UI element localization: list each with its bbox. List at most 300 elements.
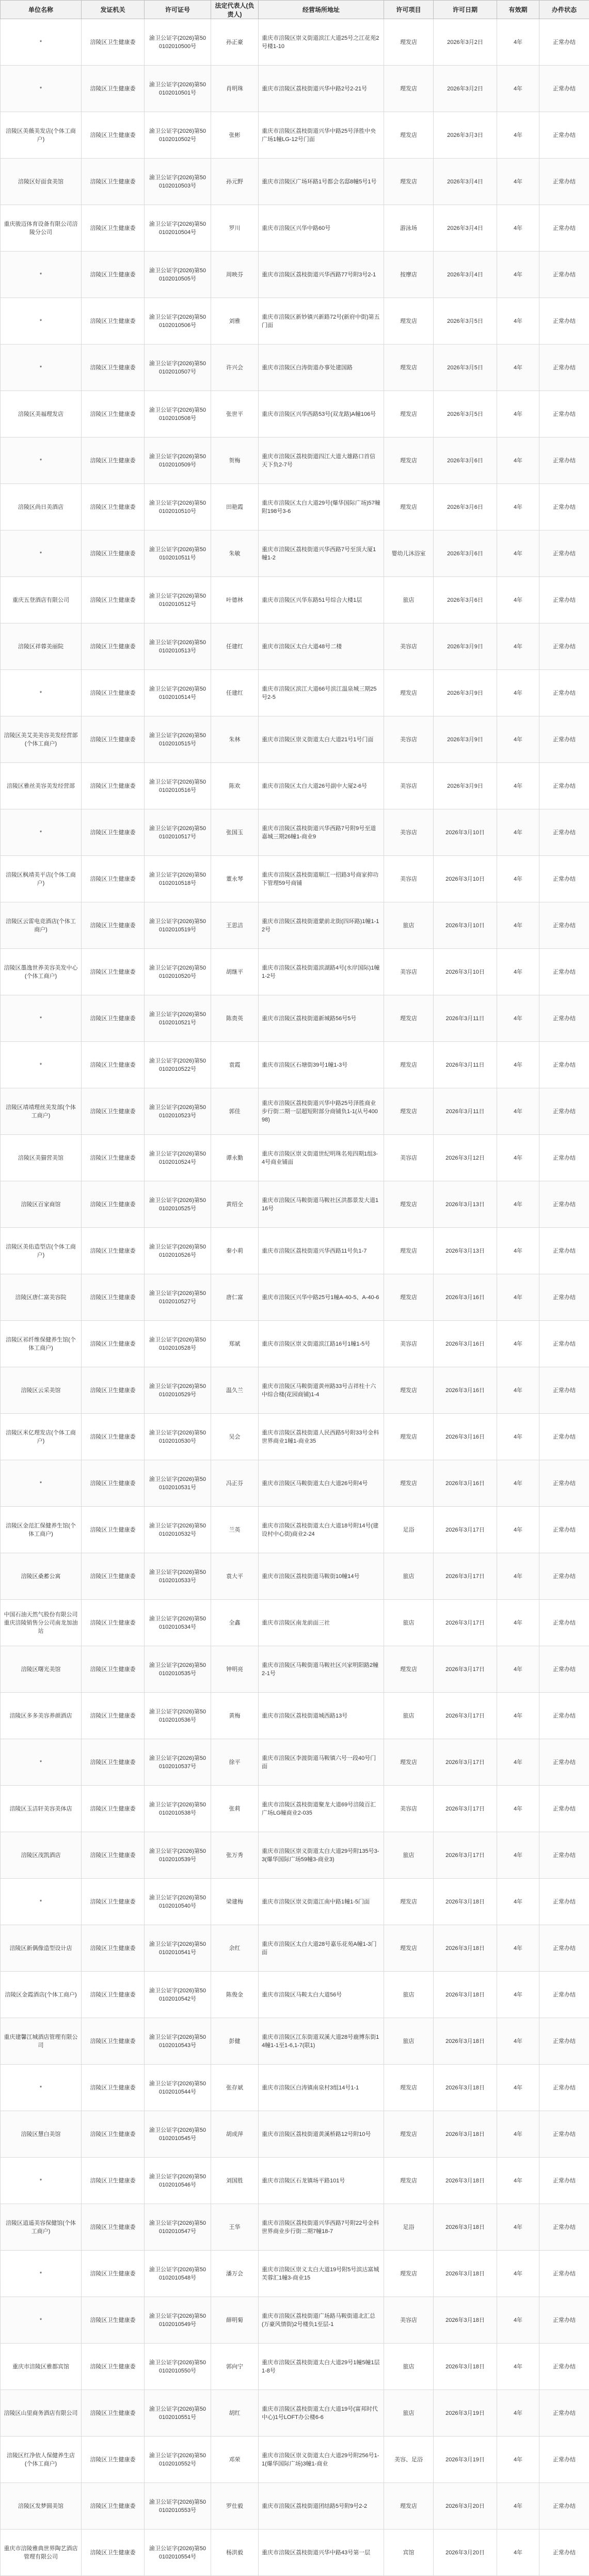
cell-permit-item: 旅店 (384, 2018, 434, 2065)
cell-business-address: 重庆市涪陵区荔枝街道团结路5号附9号2-2 (259, 2483, 384, 2530)
cell-permit-date: 2026年3月6日 (434, 577, 497, 623)
cell-status: 正常办结 (539, 1879, 589, 1925)
cell-business-address: 重庆市涪陵区崇义街道太白大道29号附256号1-1(爆华国际广场)3幢1-商业 (259, 2437, 384, 2483)
cell-legal-representative: 任建红 (211, 670, 259, 716)
cell-unit-name: 涪陵区玉洁轩美容美体店 (1, 1786, 82, 1832)
cell-issuing-authority: 涪陵区卫生健康委 (82, 66, 145, 112)
cell-permit-number: 渝卫公证字(2026)第500102010514号 (145, 670, 211, 716)
cell-business-address: 重庆市涪陵区太白大道26号副中大厦2-6号 (259, 763, 384, 809)
cell-issuing-authority: 涪陵区卫生健康委 (82, 1228, 145, 1274)
cell-issuing-authority: 涪陵区卫生健康委 (82, 484, 145, 530)
cell-permit-number: 渝卫公证字(2026)第500102010512号 (145, 577, 211, 623)
cell-business-address: 重庆市涪陵区荔枝街道兴华中路25号泽胜商业步行街二期一层超短附部分商铺负1-1(从号40098) (259, 1088, 384, 1135)
cell-issuing-authority: 涪陵区卫生健康委 (82, 1042, 145, 1088)
cell-permit-date: 2026年3月16日 (434, 1321, 497, 1367)
cell-status: 正常办结 (539, 2111, 589, 2158)
cell-status: 正常办结 (539, 1553, 589, 1600)
cell-permit-date: 2026年3月20日 (434, 2483, 497, 2530)
cell-unit-name: 涪陵区红净依人保健养生店(个体工商户) (1, 2437, 82, 2483)
cell-status: 正常办结 (539, 2344, 589, 2390)
cell-status: 正常办结 (539, 2390, 589, 2437)
cell-status: 正常办结 (539, 1274, 589, 1321)
cell-permit-number: 渝卫公证字(2026)第500102010507号 (145, 345, 211, 391)
cell-business-address: 重庆市涪陵区荔枝街道兴华西路7号附22号金科世界商业步行街二期7幢18-7 (259, 2204, 384, 2251)
cell-permit-date: 2026年3月5日 (434, 345, 497, 391)
cell-legal-representative: 袁大平 (211, 1553, 259, 1600)
cell-permit-number: 渝卫公证字(2026)第500102010530号 (145, 1414, 211, 1460)
cell-legal-representative: 张世平 (211, 391, 259, 438)
cell-permit-number: 渝卫公证字(2026)第500102010533号 (145, 1553, 211, 1600)
cell-business-address: 重庆市涪陵区荔枝街道兴华西路7号附9号至道嘉城三期26幢1-商业9 (259, 809, 384, 856)
cell-validity: 4年 (497, 2251, 539, 2297)
cell-permit-number: 渝卫公证字(2026)第500102010553号 (145, 2483, 211, 2530)
cell-validity: 4年 (497, 1739, 539, 1786)
cell-legal-representative: 胡继平 (211, 949, 259, 995)
cell-issuing-authority: 涪陵区卫生健康委 (82, 1739, 145, 1786)
cell-permit-item: 旅店 (384, 1553, 434, 1600)
cell-validity: 4年 (497, 2297, 539, 2344)
cell-issuing-authority: 涪陵区卫生健康委 (82, 2530, 145, 2576)
cell-permit-date: 2026年3月13日 (434, 1181, 497, 1228)
cell-status: 正常办结 (539, 2297, 589, 2344)
table-row (1, 2390, 589, 2437)
table-row (1, 66, 589, 112)
table-row (1, 1460, 589, 1507)
cell-legal-representative: 田艳霞 (211, 484, 259, 530)
cell-status: 正常办结 (539, 345, 589, 391)
cell-status: 正常办结 (539, 2158, 589, 2204)
cell-legal-representative: 薛明菊 (211, 2297, 259, 2344)
cell-issuing-authority: 涪陵区卫生健康委 (82, 1367, 145, 1414)
table-row (1, 2297, 589, 2344)
cell-validity: 4年 (497, 1600, 539, 1646)
cell-issuing-authority: 涪陵区卫生健康委 (82, 391, 145, 438)
cell-permit-item: 宾馆 (384, 2530, 434, 2576)
table-row (1, 856, 589, 902)
cell-permit-item: 理发店 (384, 1228, 434, 1274)
cell-legal-representative: 张存斌 (211, 2065, 259, 2111)
table-row (1, 1600, 589, 1646)
cell-business-address: 重庆市涪陵区荔枝街道广场路马鞍街道北汇总(万豪风情街)2号楼负1至层-1 (259, 2297, 384, 2344)
table-row (1, 1786, 589, 1832)
cell-legal-representative: 叶德林 (211, 577, 259, 623)
cell-permit-number: 渝卫公证字(2026)第500102010549号 (145, 2297, 211, 2344)
cell-unit-name: 涪陵区云雷电竞酒店(个体工商户) (1, 902, 82, 949)
cell-status: 正常办结 (539, 716, 589, 763)
cell-unit-name: * (1, 2251, 82, 2297)
cell-validity: 4年 (497, 2111, 539, 2158)
cell-permit-date: 2026年3月18日 (434, 2204, 497, 2251)
cell-status: 正常办结 (539, 2530, 589, 2576)
cell-legal-representative: 谭永勤 (211, 1135, 259, 1181)
cell-permit-date: 2026年3月16日 (434, 1367, 497, 1414)
cell-validity: 4年 (497, 995, 539, 1042)
cell-permit-item: 理发店 (384, 159, 434, 205)
cell-permit-date: 2026年3月17日 (434, 1739, 497, 1786)
cell-permit-number: 渝卫公证字(2026)第500102010524号 (145, 1135, 211, 1181)
cell-unit-name: * (1, 1460, 82, 1507)
cell-legal-representative: 唐仁富 (211, 1274, 259, 1321)
cell-unit-name: 涪陵区唐仁富美容院 (1, 1274, 82, 1321)
cell-permit-number: 渝卫公证字(2026)第500102010509号 (145, 438, 211, 484)
cell-status: 正常办结 (539, 1367, 589, 1414)
cell-validity: 4年 (497, 1786, 539, 1832)
cell-business-address: 重庆市涪陵区马鞍街道太白大道26号附4号 (259, 1460, 384, 1507)
cell-status: 正常办结 (539, 1693, 589, 1739)
cell-permit-date: 2026年3月18日 (434, 2158, 497, 2204)
cell-legal-representative: 邓荣 (211, 2437, 259, 2483)
cell-legal-representative: 贺梅 (211, 438, 259, 484)
cell-permit-date: 2026年3月17日 (434, 1693, 497, 1739)
cell-validity: 4年 (497, 2204, 539, 2251)
cell-permit-item: 旅店 (384, 2390, 434, 2437)
cell-status: 正常办结 (539, 1321, 589, 1367)
cell-business-address: 重庆市涪陵区兴华东路51号综合大楼1层 (259, 577, 384, 623)
cell-permit-date: 2026年3月11日 (434, 1042, 497, 1088)
cell-issuing-authority: 涪陵区卫生健康委 (82, 949, 145, 995)
cell-unit-name: * (1, 19, 82, 66)
cell-validity: 4年 (497, 1693, 539, 1739)
cell-validity: 4年 (497, 205, 539, 252)
cell-legal-representative: 朱敏 (211, 530, 259, 577)
cell-permit-item: 足浴 (384, 1507, 434, 1553)
cell-status: 正常办结 (539, 902, 589, 949)
cell-issuing-authority: 涪陵区卫生健康委 (82, 2483, 145, 2530)
cell-unit-name: 涪陵区好面食美馆 (1, 159, 82, 205)
cell-validity: 4年 (497, 2437, 539, 2483)
cell-permit-number: 渝卫公证字(2026)第500102010511号 (145, 530, 211, 577)
cell-validity: 4年 (497, 809, 539, 856)
table-row (1, 763, 589, 809)
cell-legal-representative: 罗川 (211, 205, 259, 252)
cell-legal-representative: 张莉 (211, 1786, 259, 1832)
cell-business-address: 重庆市涪陵区荔枝街道新城路56号5号 (259, 995, 384, 1042)
table-row (1, 484, 589, 530)
cell-unit-name: 涪陵区慧白美馆 (1, 2111, 82, 2158)
cell-permit-number: 渝卫公证字(2026)第500102010528号 (145, 1321, 211, 1367)
cell-issuing-authority: 涪陵区卫生健康委 (82, 902, 145, 949)
cell-validity: 4年 (497, 66, 539, 112)
cell-status: 正常办结 (539, 623, 589, 670)
cell-unit-name: 涪陵区山里商务酒店有限公司 (1, 2390, 82, 2437)
cell-permit-item: 旅店 (384, 2344, 434, 2390)
cell-validity: 4年 (497, 1879, 539, 1925)
cell-unit-name: * (1, 2297, 82, 2344)
cell-issuing-authority: 涪陵区卫生健康委 (82, 995, 145, 1042)
cell-business-address: 重庆市涪陵区荔枝街道聚龙大道69号涪陵百汇广场LG幢商业2-035 (259, 1786, 384, 1832)
cell-business-address: 重庆市涪陵区荔枝街道兴华西路77号附3号2-1 (259, 252, 384, 298)
cell-status: 正常办结 (539, 1646, 589, 1693)
cell-permit-item: 美容店 (384, 1786, 434, 1832)
cell-permit-item: 美容店 (384, 2297, 434, 2344)
cell-permit-number: 渝卫公证字(2026)第500102010513号 (145, 623, 211, 670)
cell-legal-representative: 黄绍全 (211, 1181, 259, 1228)
cell-business-address: 重庆市涪陵区荔枝街道太白大道29号1幢5幢1层1-8号 (259, 2344, 384, 2390)
cell-permit-date: 2026年3月18日 (434, 2251, 497, 2297)
cell-legal-representative: 董永琴 (211, 856, 259, 902)
table-row (1, 1321, 589, 1367)
cell-permit-item: 旅店 (384, 1600, 434, 1646)
cell-legal-representative: 钟明亮 (211, 1646, 259, 1693)
cell-issuing-authority: 涪陵区卫生健康委 (82, 1414, 145, 1460)
cell-status: 正常办结 (539, 1181, 589, 1228)
header-status: 办件状态 (539, 1, 589, 19)
cell-issuing-authority: 涪陵区卫生健康委 (82, 856, 145, 902)
cell-status: 正常办结 (539, 2251, 589, 2297)
table-row (1, 1181, 589, 1228)
cell-validity: 4年 (497, 856, 539, 902)
cell-business-address: 重庆市涪陵区荔枝街道人民西路5号附33号金科世界商业1幢1-商业35 (259, 1414, 384, 1460)
cell-permit-date: 2026年3月2日 (434, 19, 497, 66)
cell-business-address: 重庆市涪陵区新妙镇兴新路72号(新府中街)第五门面 (259, 298, 384, 345)
cell-legal-representative: 孙正豪 (211, 19, 259, 66)
cell-business-address: 重庆市涪陵区荔枝街道兴华西路11号负1-7 (259, 1228, 384, 1274)
cell-issuing-authority: 涪陵区卫生健康委 (82, 716, 145, 763)
header-business-address: 经营场所地址 (259, 1, 384, 19)
cell-issuing-authority: 涪陵区卫生健康委 (82, 670, 145, 716)
cell-permit-item: 旅店 (384, 902, 434, 949)
cell-permit-date: 2026年3月10日 (434, 949, 497, 995)
cell-validity: 4年 (497, 112, 539, 159)
cell-business-address: 重庆市涪陵区马鞍街道马鞍社区洪都景发大道116号 (259, 1181, 384, 1228)
cell-permit-number: 渝卫公证字(2026)第500102010541号 (145, 1925, 211, 1972)
cell-permit-item: 旅店 (384, 1972, 434, 2018)
cell-permit-item: 美容店 (384, 1321, 434, 1367)
cell-business-address: 重庆市涪陵区兴华西路53号(双龙路)A幢106号 (259, 391, 384, 438)
cell-permit-number: 渝卫公证字(2026)第500102010539号 (145, 1832, 211, 1879)
cell-permit-date: 2026年3月17日 (434, 1646, 497, 1693)
cell-validity: 4年 (497, 391, 539, 438)
table-body (1, 19, 589, 2576)
cell-business-address: 重庆市涪陵区崇义太白大道19号附5号滨达富城芙蓉汇1幢3-商业15 (259, 2251, 384, 2297)
cell-permit-item: 美容店 (384, 1135, 434, 1181)
cell-issuing-authority: 涪陵区卫生健康委 (82, 1786, 145, 1832)
table-row (1, 2344, 589, 2390)
cell-issuing-authority: 涪陵区卫生健康委 (82, 19, 145, 66)
cell-business-address: 重庆市涪陵区石塘街39号1幢1-3号 (259, 1042, 384, 1088)
cell-legal-representative: 罗仕毅 (211, 2483, 259, 2530)
table-row (1, 159, 589, 205)
cell-status: 正常办结 (539, 1042, 589, 1088)
cell-permit-date: 2026年3月16日 (434, 1460, 497, 1507)
cell-issuing-authority: 涪陵区卫生健康委 (82, 252, 145, 298)
cell-business-address: 重庆市涪陵区白涛街道办事处建国路 (259, 345, 384, 391)
table-row (1, 438, 589, 484)
cell-validity: 4年 (497, 1181, 539, 1228)
table-row (1, 252, 589, 298)
cell-permit-date: 2026年3月10日 (434, 809, 497, 856)
cell-legal-representative: 杨洪毅 (211, 2530, 259, 2576)
cell-permit-date: 2026年3月10日 (434, 856, 497, 902)
cell-unit-name: * (1, 995, 82, 1042)
cell-issuing-authority: 涪陵区卫生健康委 (82, 1879, 145, 1925)
cell-validity: 4年 (497, 2158, 539, 2204)
cell-issuing-authority: 涪陵区卫生健康委 (82, 1088, 145, 1135)
cell-permit-item: 理发店 (384, 438, 434, 484)
cell-permit-item: 理发店 (384, 391, 434, 438)
cell-unit-name: * (1, 670, 82, 716)
cell-permit-item: 理发店 (384, 298, 434, 345)
cell-unit-name: 涪陵区金霞酒店(个体工商户) (1, 1972, 82, 2018)
cell-permit-date: 2026年3月2日 (434, 66, 497, 112)
cell-permit-number: 渝卫公证字(2026)第500102010551号 (145, 2390, 211, 2437)
cell-legal-representative: 胡红 (211, 2390, 259, 2437)
cell-business-address: 重庆市涪陵区太白大道29号(爆华国际广场)57幢附198号3-6 (259, 484, 384, 530)
cell-permit-item: 理发店 (384, 1460, 434, 1507)
cell-validity: 4年 (497, 1367, 539, 1414)
cell-issuing-authority: 涪陵区卫生健康委 (82, 1600, 145, 1646)
table-row (1, 2111, 589, 2158)
cell-business-address: 重庆市涪陵区荔枝街道太白大道18号附14号(建设村中心街)商业2-24 (259, 1507, 384, 1553)
cell-business-address: 重庆市涪陵区马鞍街道黄州路33号吉祥柱十六中综合楼(花园商铺)1-4 (259, 1367, 384, 1414)
cell-permit-number: 渝卫公证字(2026)第500102010527号 (145, 1274, 211, 1321)
cell-validity: 4年 (497, 623, 539, 670)
cell-permit-item: 理发店 (384, 995, 434, 1042)
cell-issuing-authority: 涪陵区卫生健康委 (82, 1832, 145, 1879)
cell-permit-date: 2026年3月4日 (434, 252, 497, 298)
cell-permit-number: 渝卫公证字(2026)第500102010534号 (145, 1600, 211, 1646)
cell-issuing-authority: 涪陵区卫生健康委 (82, 763, 145, 809)
cell-permit-item: 理发店 (384, 670, 434, 716)
cell-permit-number: 渝卫公证字(2026)第500102010546号 (145, 2158, 211, 2204)
cell-unit-name: 涪陵区雅丝美容美发经营部 (1, 763, 82, 809)
cell-permit-number: 渝卫公证字(2026)第500102010544号 (145, 2065, 211, 2111)
cell-permit-date: 2026年3月17日 (434, 1507, 497, 1553)
header-row (1, 1, 589, 19)
cell-legal-representative: 郭向宁 (211, 2344, 259, 2390)
cell-permit-item: 理发店 (384, 345, 434, 391)
table-row (1, 112, 589, 159)
cell-validity: 4年 (497, 1088, 539, 1135)
cell-business-address: 重庆市涪陵区江东街道双溪大道28号鹿博东街14幢1-1至1-6,1-7(联1) (259, 2018, 384, 2065)
header-legal-representative: 法定代表人(负责人) (211, 1, 259, 19)
cell-issuing-authority: 涪陵区卫生健康委 (82, 809, 145, 856)
cell-permit-item: 理发店 (384, 2158, 434, 2204)
cell-unit-name: 重庆骏迈体育设备有限公司涪陵分公司 (1, 205, 82, 252)
cell-status: 正常办结 (539, 1460, 589, 1507)
cell-permit-date: 2026年3月19日 (434, 2437, 497, 2483)
cell-permit-item: 理发店 (384, 1879, 434, 1925)
cell-business-address: 重庆市涪陵区荔枝街道兴华中路43号第一层 (259, 2530, 384, 2576)
cell-permit-date: 2026年3月3日 (434, 112, 497, 159)
cell-unit-name: 涪陵区发梦圆美馆 (1, 2483, 82, 2530)
cell-legal-representative: 张万秀 (211, 1832, 259, 1879)
cell-legal-representative: 全鑫 (211, 1600, 259, 1646)
cell-legal-representative: 吴会 (211, 1414, 259, 1460)
cell-unit-name: * (1, 1739, 82, 1786)
table-row (1, 345, 589, 391)
cell-legal-representative: 陈欢 (211, 763, 259, 809)
cell-permit-item: 理发店 (384, 66, 434, 112)
cell-validity: 4年 (497, 2018, 539, 2065)
cell-unit-name: * (1, 2158, 82, 2204)
cell-legal-representative: 肖明珠 (211, 66, 259, 112)
cell-status: 正常办结 (539, 949, 589, 995)
header-permit-item: 许可项目 (384, 1, 434, 19)
cell-issuing-authority: 涪陵区卫生健康委 (82, 2158, 145, 2204)
cell-permit-number: 渝卫公证字(2026)第500102010552号 (145, 2437, 211, 2483)
cell-status: 正常办结 (539, 252, 589, 298)
cell-status: 正常办结 (539, 530, 589, 577)
cell-permit-item: 旅店 (384, 577, 434, 623)
cell-unit-name: 涪陵区桑蓄公寓 (1, 1553, 82, 1600)
table-row (1, 716, 589, 763)
header-permit-number: 许可证号 (145, 1, 211, 19)
cell-unit-name: 重庆五登酒店有限公司 (1, 577, 82, 623)
table-row (1, 2530, 589, 2576)
cell-permit-item: 理发店 (384, 1367, 434, 1414)
cell-validity: 4年 (497, 949, 539, 995)
cell-permit-number: 渝卫公证字(2026)第500102010516号 (145, 763, 211, 809)
cell-validity: 4年 (497, 2530, 539, 2576)
cell-issuing-authority: 涪陵区卫生健康委 (82, 1925, 145, 1972)
cell-permit-date: 2026年3月9日 (434, 763, 497, 809)
cell-permit-number: 渝卫公证字(2026)第500102010517号 (145, 809, 211, 856)
cell-unit-name: 涪陵区百家商馆 (1, 1181, 82, 1228)
cell-permit-item: 理发店 (384, 1274, 434, 1321)
cell-legal-representative: 梁建梅 (211, 1879, 259, 1925)
cell-business-address: 重庆市涪陵区荔枝街道太白大道19号(富邦时代中心)1号LOFT办公楼6-6 (259, 2390, 384, 2437)
cell-status: 正常办结 (539, 1507, 589, 1553)
cell-status: 正常办结 (539, 2437, 589, 2483)
cell-permit-date: 2026年3月18日 (434, 2018, 497, 2065)
cell-validity: 4年 (497, 2344, 539, 2390)
cell-status: 正常办结 (539, 995, 589, 1042)
cell-permit-number: 渝卫公证字(2026)第500102010523号 (145, 1088, 211, 1135)
cell-unit-name: * (1, 66, 82, 112)
table-row (1, 2251, 589, 2297)
table-row (1, 1088, 589, 1135)
cell-status: 正常办结 (539, 391, 589, 438)
table-row (1, 1693, 589, 1739)
cell-permit-item: 理发店 (384, 2483, 434, 2530)
cell-validity: 4年 (497, 298, 539, 345)
cell-business-address: 重庆市涪陵区崇义街道滨江大道25号之江花苑2号楼1-10 (259, 19, 384, 66)
cell-unit-name: 涪陵区美艾美美容美发经营部(个体工商户) (1, 716, 82, 763)
cell-validity: 4年 (497, 252, 539, 298)
cell-status: 正常办结 (539, 577, 589, 623)
cell-business-address: 重庆市涪陵区石龙镇场平路101号 (259, 2158, 384, 2204)
cell-status: 正常办结 (539, 2065, 589, 2111)
cell-permit-number: 渝卫公证字(2026)第500102010501号 (145, 66, 211, 112)
cell-unit-name: * (1, 1042, 82, 1088)
cell-validity: 4年 (497, 1321, 539, 1367)
cell-unit-name: * (1, 2065, 82, 2111)
cell-issuing-authority: 涪陵区卫生健康委 (82, 438, 145, 484)
cell-permit-number: 渝卫公证字(2026)第500102010515号 (145, 716, 211, 763)
cell-permit-date: 2026年3月17日 (434, 1832, 497, 1879)
cell-permit-item: 理发店 (384, 1646, 434, 1693)
table-row (1, 1553, 589, 1600)
cell-issuing-authority: 涪陵区卫生健康委 (82, 1693, 145, 1739)
cell-unit-name: 重庆市涪陵雅典世界陶艺酒店管理有限公司 (1, 2530, 82, 2576)
cell-permit-number: 渝卫公证字(2026)第500102010519号 (145, 902, 211, 949)
cell-permit-date: 2026年3月18日 (434, 1972, 497, 2018)
cell-legal-representative: 温久兰 (211, 1367, 259, 1414)
cell-legal-representative: 周映芬 (211, 252, 259, 298)
cell-permit-item: 美容店 (384, 623, 434, 670)
cell-unit-name: * (1, 530, 82, 577)
cell-permit-item: 理发店 (384, 2065, 434, 2111)
cell-permit-date: 2026年3月17日 (434, 1786, 497, 1832)
cell-business-address: 重庆市涪陵区太白大道48号二楼 (259, 623, 384, 670)
cell-unit-name: 涪陵区米亿理发店(个体工商户) (1, 1414, 82, 1460)
cell-permit-number: 渝卫公证字(2026)第500102010510号 (145, 484, 211, 530)
cell-permit-date: 2026年3月18日 (434, 2065, 497, 2111)
table-row (1, 670, 589, 716)
cell-permit-number: 渝卫公证字(2026)第500102010536号 (145, 1693, 211, 1739)
cell-unit-name: * (1, 298, 82, 345)
